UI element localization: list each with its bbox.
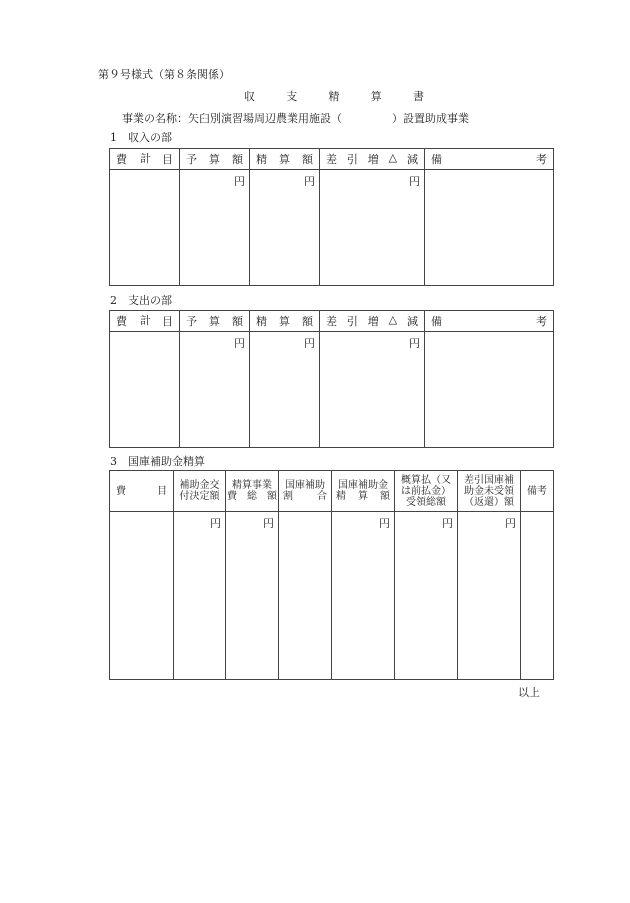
section-2-heading: 2 支出の部: [110, 294, 172, 307]
form-id: 第９号様式（第８条関係）: [98, 68, 230, 81]
grant-decision-cell: [174, 512, 226, 680]
yen-unit: 円: [409, 337, 420, 350]
document-title: [244, 88, 424, 104]
subsidy-settled-cell: [332, 512, 395, 680]
header-cell-settled: 精 算 額: [250, 311, 320, 332]
advance-received-cell: [395, 512, 458, 680]
budget-cell: [180, 332, 250, 448]
yen-unit: 円: [263, 517, 274, 530]
header-cell-item: 費 目: [110, 149, 180, 170]
header-cell-budget: 予 算 額: [180, 311, 250, 332]
closing-mark: 以上: [518, 686, 540, 699]
header-cell-remarks: 備考: [521, 471, 554, 512]
yen-unit: 円: [234, 175, 245, 188]
table-body-row: [110, 512, 554, 680]
header-cell-total-cost: 精算事業 費 総 額: [226, 471, 279, 512]
header-cell-advance-received: 概算払（又 は前払金） 受領総額: [395, 471, 458, 512]
yen-unit: 円: [304, 175, 315, 188]
section-1-heading: 1 収入の部: [110, 131, 172, 144]
table-body-row: [110, 170, 554, 286]
table-header-row: [110, 471, 554, 512]
table-body-row: [110, 332, 554, 448]
header-cell-subsidy-rate: 国庫補助 割 合: [279, 471, 332, 512]
header-cell-item: 費 目: [110, 471, 174, 512]
yen-unit: 円: [234, 337, 245, 350]
item-cell: [110, 512, 174, 680]
header-cell-balance: 差引国庫補 助金未受領 （返還）額: [458, 471, 521, 512]
header-cell-difference: 差 引 増 △ 減: [320, 149, 425, 170]
income-table: [109, 148, 554, 286]
settled-cell: [250, 170, 320, 286]
yen-unit: 円: [210, 517, 221, 530]
title-char: 収: [244, 90, 255, 103]
header-cell-remarks: 備 考: [425, 311, 554, 332]
yen-unit: 円: [409, 175, 420, 188]
budget-cell: [180, 170, 250, 286]
header-cell-grant-decision: 補助金交 付決定額: [174, 471, 226, 512]
settled-cell: [250, 332, 320, 448]
remarks-cell: [521, 512, 554, 680]
header-cell-remarks: 備 考: [425, 149, 554, 170]
yen-unit: 円: [304, 337, 315, 350]
project-name-suffix: ）設置助成事業: [392, 112, 469, 125]
expense-table: [109, 310, 554, 448]
header-cell-difference: 差 引 増 △ 減: [320, 311, 425, 332]
remarks-cell: [425, 332, 554, 448]
title-char: 精: [328, 90, 340, 103]
yen-unit: 円: [442, 517, 453, 530]
balance-cell: [458, 512, 521, 680]
title-char: 書: [413, 90, 424, 103]
difference-cell: [320, 170, 425, 286]
header-cell-subsidy-settled: 国庫補助金 精 算 額: [332, 471, 395, 512]
project-name-prefix: 事業の名称：矢臼別演習場周辺農業用施設（: [122, 112, 342, 125]
header-cell-budget: 予 算 額: [180, 149, 250, 170]
yen-unit: 円: [505, 517, 516, 530]
table-header-row: [110, 311, 554, 332]
section-3-heading: 3 国庫補助金精算: [110, 455, 205, 468]
title-char: 支: [286, 90, 298, 103]
yen-unit: 円: [379, 517, 390, 530]
header-cell-settled: 精 算 額: [250, 149, 320, 170]
subsidy-rate-cell: [279, 512, 332, 680]
table-header-row: [110, 149, 554, 170]
difference-cell: [320, 332, 425, 448]
header-cell-item: 費 目: [110, 311, 180, 332]
title-char: 算: [370, 90, 382, 103]
total-cost-cell: [226, 512, 279, 680]
total-label: 計: [140, 314, 151, 327]
total-label: 計: [140, 152, 151, 165]
remarks-cell: [425, 170, 554, 286]
project-name: [122, 110, 469, 126]
subsidy-settlement-table: [109, 470, 554, 680]
